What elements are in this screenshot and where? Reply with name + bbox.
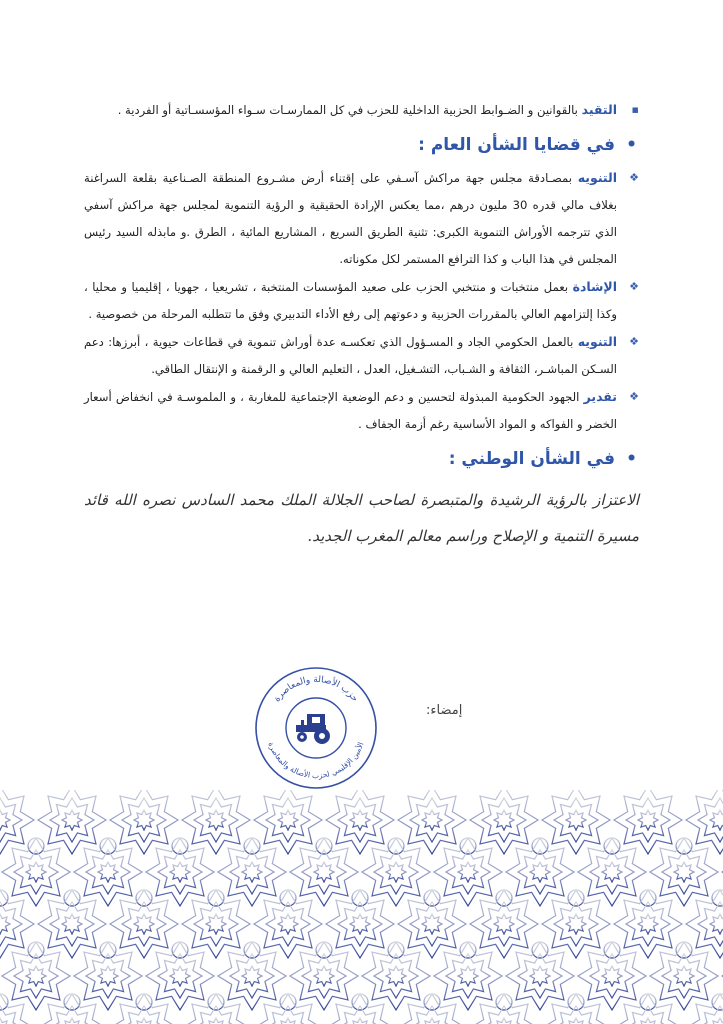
bullet-keyword: التقيد <box>581 102 617 117</box>
diamond-bullet-icon: ❖ <box>629 280 639 293</box>
public-affairs-heading <box>84 130 639 160</box>
round-bullet-icon: • <box>626 135 637 155</box>
item-text: الجهود الحكومية المبذولة لتحسين و دعم الوضعية الإجتماعية للمغاربة ، و الملموسـة في انخفاض أسعار الخضر و الفواكه و المواد الأساسية رغم أزمة الجفاف . <box>84 390 617 431</box>
signature-label: إمضاء: <box>426 703 463 718</box>
diamond-bullet-icon: ❖ <box>629 390 639 403</box>
bullet-text: بالقوانين و الضـوابط الحزبية الداخلية للحزب في كل الممارسـات سـواء المؤسسـاتية أو الفردية . <box>117 103 582 117</box>
party-stamp <box>252 664 380 792</box>
item-keyword: الإشادة <box>572 279 617 294</box>
item-text: بعمل منتخبات و منتخبي الحزب على صعيد المؤسسات المنتخبة ، تشريعيا ، جهويا ، إقليميا و محليا ، وكذا إلتزامهم العالي بالمقررات الحزبية و دعوتهم إلى رفع الأداء التدبيري وفق ما تتطلبه المرحلة من خصوصية . <box>84 280 617 321</box>
heading-text: في الشأن الوطني : <box>448 449 615 469</box>
public-affairs-item <box>84 164 639 273</box>
party-bullet <box>84 96 639 124</box>
diamond-bullet-icon: ❖ <box>629 335 639 348</box>
round-bullet-icon: • <box>626 449 637 469</box>
item-keyword: التنويه <box>577 334 617 349</box>
public-affairs-item <box>84 383 639 438</box>
item-keyword: التنويه <box>577 170 617 185</box>
stamp-bottom-text: الأمين الإقليمي لحزب الأصالة والمعاصرة <box>266 740 366 781</box>
square-bullet-icon: ▪ <box>631 103 639 116</box>
diamond-bullet-icon: ❖ <box>629 171 639 184</box>
stamp-top-text: حزب الأصالة والمعاصرة <box>272 674 360 705</box>
national-affairs-text: الاعتزاز بالرؤية الرشيدة والمتبصرة لصاحب الجلالة الملك محمد السادس نصره الله قائد مسيرة التنمية و الإصلاح وراسم معالم المغرب الجديد. <box>84 491 639 545</box>
public-affairs-item <box>84 273 639 328</box>
tractor-icon <box>296 714 330 744</box>
item-text: بالعمل الحكومي الجاد و المسـؤول الذي تعكسـه عدة أوراش تنموية في قطاعات حيوية ، أبرزها: دعم السـكن المباشـر، الثقافة و الشـباب، التشـغيل، العدل ، التعليم العالي و الرقمنة و الإنتقال الطاقي. <box>84 335 617 376</box>
document-body <box>84 96 639 554</box>
geometric-pattern <box>0 790 723 1024</box>
item-keyword: تقدير <box>583 389 617 404</box>
public-affairs-item <box>84 328 639 383</box>
heading-text: في قضايا الشأن العام : <box>418 135 615 155</box>
national-affairs-heading <box>84 444 639 474</box>
item-text: بمصـادقة مجلس جهة مراكش آسـفي على إقتناء أرض مشـروع المنطقة الصـناعية بقلعة السراغنة بغلاف مالي قدره 30 مليون درهم ،مما يعكس الإرادة الحقيقية و الرؤية التنموية لمجلس جهة مراكش آسفي الذي تترجمه الأوراش التنموية الكبرى: تثنية الطريق السريع ، المشاريع المائية ، الطرق .و مابذله السيد رئيس المجلس في هذا الباب و كذا الترافع المستمر لكل مكوناته. <box>84 171 617 266</box>
